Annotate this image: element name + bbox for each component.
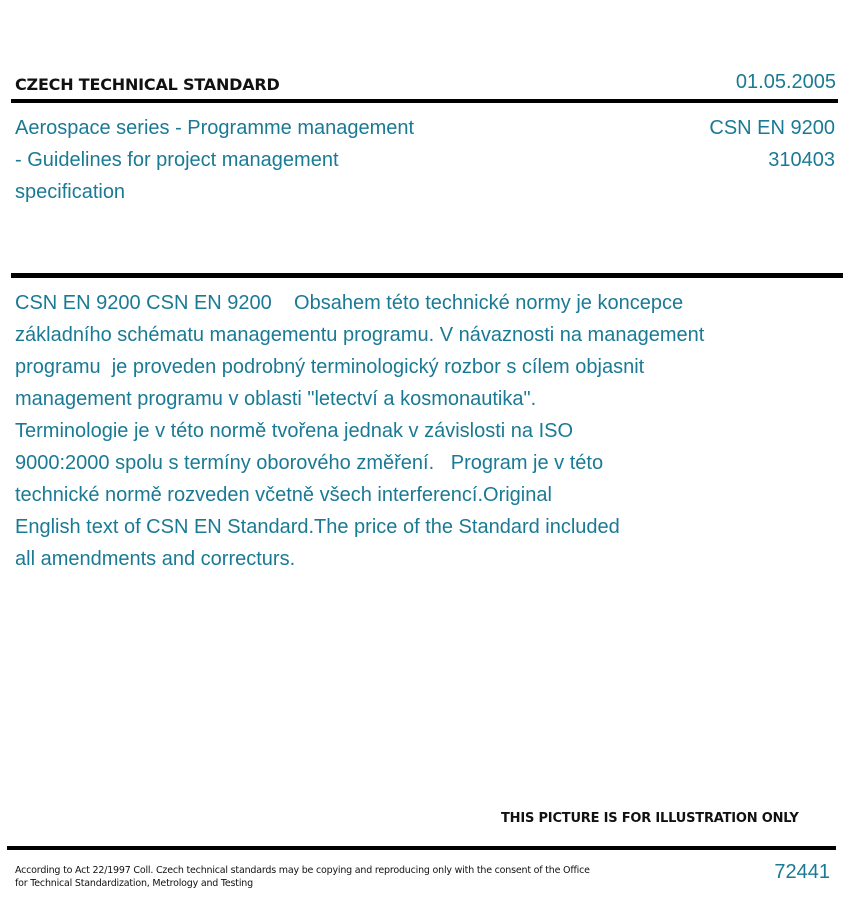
header-divider (11, 99, 838, 103)
title-divider (11, 273, 843, 278)
document-type-label: CZECH TECHNICAL STANDARD (15, 75, 280, 94)
description-line: CSN EN 9200 CSN EN 9200 Obsahem této technické normy je koncepce (15, 292, 684, 314)
standard-title (15, 112, 475, 208)
publication-date: 01.05.2005 (735, 71, 836, 93)
description-line: all amendments and correcturs. (15, 548, 296, 570)
illustration-notice: THIS PICTURE IS FOR ILLUSTRATION ONLY (501, 811, 799, 826)
standard-description (15, 287, 815, 575)
title-line: - Guidelines for project management (15, 149, 339, 171)
legal-line: According to Act 22/1997 Coll. Czech technical standards may be copying and reproducing only with the consent of the Office (15, 865, 590, 876)
description-line: 9000:2000 spolu s termíny oborového změření. Program je v této (15, 452, 604, 474)
description-line: základního schématu managementu programu. V návaznosti na management (15, 324, 705, 346)
standard-identifiers (709, 112, 835, 176)
title-line: Aerospace series - Programme management (15, 117, 415, 139)
description-line: technické normě rozveden včetně všech interferencí.Original (15, 484, 552, 506)
legal-line: for Technical Standardization, Metrology and Testing (15, 878, 253, 889)
title-line: specification (15, 181, 126, 203)
description-line: programu je proveden podrobný terminologický rozbor s cílem objasnit (15, 356, 645, 378)
description-line: management programu v oblasti "letectví a kosmonautika". (15, 388, 537, 410)
classification-number: 310403 (768, 149, 835, 171)
description-line: English text of CSN EN Standard.The price of the Standard included (15, 516, 620, 538)
footer-divider (7, 846, 836, 850)
legal-notice (15, 864, 615, 890)
standard-code: CSN EN 9200 (709, 117, 835, 139)
document-number: 72441 (774, 861, 830, 883)
description-line: Terminologie je v této normě tvořena jednak v závislosti na ISO (15, 420, 574, 442)
